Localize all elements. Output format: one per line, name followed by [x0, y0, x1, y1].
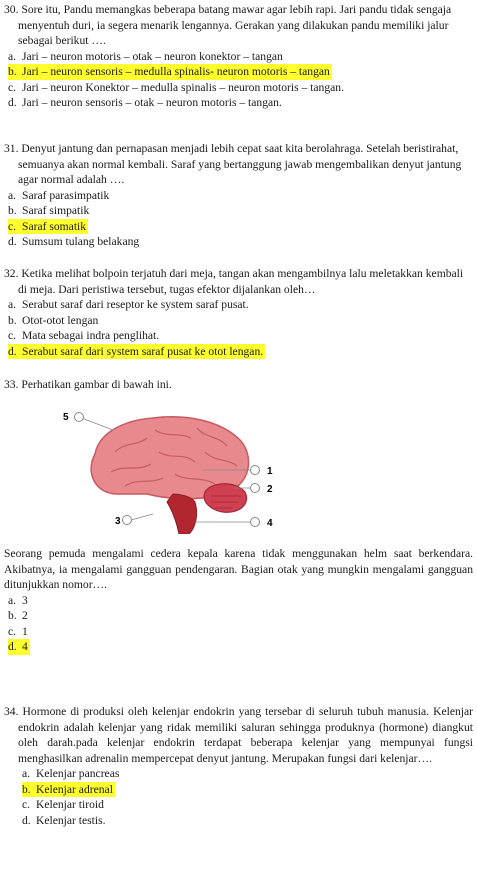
answer-highlight: d. 4 — [8, 640, 28, 653]
question-33-body: Seorang pemuda mengalami cedera kepala karena tidak menggunakan helm saat berkendara. Akibatnya, ia mengalami gangguan pendengaran. Bagian otak yang mungkin mengalami gangguan ditunjukkan nomor…. — [4, 547, 473, 591]
brain-figure — [55, 402, 295, 534]
figure-label-2: 2 — [267, 484, 273, 495]
q32-option-b: b. Otot-otot lengan — [8, 313, 99, 327]
q33-option-d — [8, 639, 473, 655]
brainstem-shape — [167, 494, 197, 534]
question-33-stem-block — [4, 377, 473, 393]
answer-highlight: d. Serabut saraf dari system saraf pusat ke otot lengan. — [8, 344, 264, 358]
q30-option-d: d. Jari – neuron sensoris – otak – neuron motoris – tangan. — [8, 96, 282, 109]
q32-option-a: a. Serabut saraf dari reseptor ke system saraf pusat. — [8, 298, 249, 311]
q34-option-a: a. Kelenjar pancreas — [22, 767, 120, 780]
question-33-body-block — [4, 546, 473, 655]
q31-option-a: a. Saraf parasimpatik — [8, 188, 110, 202]
question-32-stem: 32. Ketika melihat bolpoin terjatuh dari meja, tangan akan mengambilnya lalu meletakkan kembali di meja. Dari peristiwa tersebut, tugas efektor dijalankan oleh… — [4, 267, 464, 296]
figure-label-3: 3 — [115, 516, 121, 527]
q33-option-b: b. 2 — [8, 609, 28, 622]
q30-option-c: c. Jari – neuron Konektor – medulla spinalis – neuron motoris – tangan. — [8, 80, 344, 94]
question-30 — [4, 2, 473, 111]
q31-option-d: d. Sumsum tulang belakang — [8, 235, 140, 248]
figure-label-5: 5 — [63, 412, 69, 423]
q30-option-a: a. Jari – neuron motoris – otak – neuron konektor – tangan — [8, 49, 283, 63]
answer-highlight: b. Kelenjar adrenal — [22, 782, 113, 796]
q31-option-c — [8, 219, 473, 235]
q33-option-a: a. 3 — [8, 593, 28, 607]
q31-option-b: b. Saraf simpatik — [8, 204, 90, 217]
question-31 — [4, 141, 473, 250]
question-30-stem: 30. Sore itu, Pandu memangkas beberapa batang mawar agar lebih rapi. Jari pandu tidak sengaja menyentuh duri, ia segera menarik lengannya. Gerakan yang dilakukan pandu memiliki jalur sebagai berikut …. — [4, 3, 452, 47]
answer-highlight: b. Jari – neuron sensoris – medulla spinalis- neuron motoris – tangan — [8, 65, 330, 78]
question-32 — [4, 266, 473, 359]
question-34 — [4, 704, 473, 828]
q34-option-d: d. Kelenjar testis. — [22, 813, 106, 827]
question-33-stem: 33. Perhatikan gambar di bawah ini. — [4, 378, 172, 391]
q34-option-c: c. Kelenjar tiroid — [22, 798, 104, 811]
q32-option-d — [8, 344, 473, 360]
q34-option-b — [22, 782, 473, 798]
q33-option-c: c. 1 — [8, 624, 28, 638]
figure-label-4: 4 — [267, 518, 273, 529]
question-34-stem: 34. Hormone di produksi oleh kelenjar endokrin yang tersebar di seluruh tubuh manusia. Kelenjar endokrin adalah kelenjar yang ridak memiliki saluran sehingga produknya (hormone) diangkut oleh darah.pada kelenjar endokrin terdapat beberapa kelenjar yang mempunyai fungsi menghasilkan adrenalin mempercepat denyut jantung. Merupakan fungsi dari kelenjar…. — [4, 705, 473, 765]
figure-label-1: 1 — [267, 466, 273, 477]
answer-highlight: c. Saraf somatik — [8, 219, 87, 233]
question-31-stem: 31. Denyut jantung dan pernapasan menjadi lebih cepat saat kita berolahraga. Setelah beristirahat, semuanya akan normal kembali. Saraf yang bertanggung jawab mengembalikan denyut jantung agar normal adalah …. — [4, 142, 462, 186]
q30-option-b — [8, 64, 473, 80]
q32-option-c: c. Mata sebagai indra penglihat. — [8, 329, 160, 342]
